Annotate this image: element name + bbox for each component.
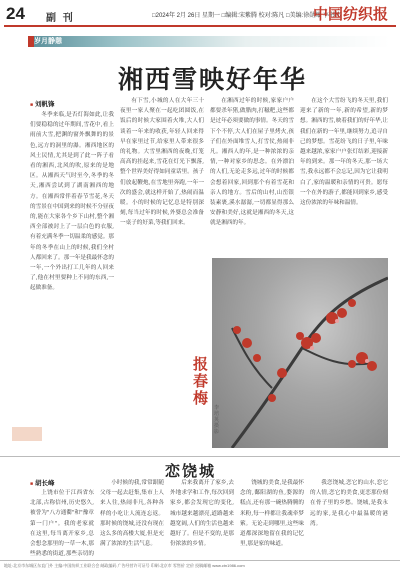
article2-column-1: 上饶市位于江西省东北部,古称信州,历史悠久,被誉为"八方通衢"和"豫章第一门户"。我的老家就在这里,每当离开家乡,总会想念那里的一草一木,那些熟悉的街道,那些亲切的: [30, 490, 94, 558]
article-column-2: 有下雪,小城的人在大年三十夜里一家人聚在一起吃团圆饭,在饭后的时候大家围着火堆,大人们谈着一年来的收获,年轻人回来得早在家里过节,给家里人带来很多的礼物。大雪里湘西的夜晚,灯笼高高的挂起来,雪花在灯光下飘落,整个世界美好得如同童话里。孩子们放起鞭炮,在雪地里奔跑,一年一次的盛会,就这样开始了,热闹而温暖。小的时候的记忆总是特别深刻,每当过年的时候,外婆总会准备一桌子的好菜,等我们回来。: [120, 98, 204, 227]
article2-column-5: 我恋饶城,恋它的山水,恋它的人情,恋它的美食,更恋那份刻在骨子里的乡愁。饶城,是我永远的家,是我心中最温暖的港湾。: [310, 480, 388, 527]
plum-blossom-photo: [212, 258, 388, 448]
header-rule: [4, 25, 396, 27]
article-separator: [0, 456, 400, 457]
blossom-illustration: [212, 258, 388, 448]
article-column-3: 在湘西过年的时候,家家户户都要杀年猪,做腊肉,打糍粑,这些都是过年必须要做的事情。冬天的雪下个不停,大人们在屋子里烤火,孩子们在外面堆雪人,打雪仗,热闹非凡。湘西人的年,是一种浓浓的亲情,一种对家乡的思念。在外漂泊的人们,无论走多远,过年的时候都会想着回家,回到那个有着雪花和亲人的地方。雪后的山村,山峦银装素裹,溪水潺潺,一切都显得那么安静和美好,这就是湘西的冬天,这就是湘西的年。: [210, 98, 294, 227]
page-number: 24: [6, 4, 25, 23]
column-band: [30, 36, 390, 47]
footer-rule: [0, 560, 400, 561]
article-title: 湘西雪映好年华: [118, 65, 308, 94]
photo-credit: 李培英 摄影: [214, 405, 220, 435]
column-label: 岁月静憩: [34, 38, 62, 45]
article2-column-2: 小时候的我,常常跟随父母一起去赶集,集市上人来人往,热闹非凡,各种各样的小吃让人流连忘返。那时候的饶城,还没有现在这么多的高楼大厦,但是充满了浓浓的生活气息。: [100, 480, 164, 548]
article-column-1: 冬季来临,是否灯海如此,让我们要稳稳的过年期间,雪花中,看上雨前大雪,把渊的窗外飘舞的的景色,远方的洞里的瀑。湘西地区的风土民情,尤其是到了此一阵子看看的湘西,北风的吹,原来的是地区。从湘西天气时至今,冬季的冬天,湘西尝试到了湖南湘西的地方。在湘西常伴着春节雪花,冬天的雪景在中国到来的时候不分昼夜的,能在大家各个乡下山村,整个湘西全部被封上了一层白色的衣服,有着充满冬季一切温柔的感觉。那年的冬季在山上的时候,我们全村人都回来了。那一年是我最怀念的一年,一个外出打工几年的人回来了,他在村里要种上不同的东西,一起做准备。: [30, 112, 114, 292]
photo-caption: 报春梅: [193, 355, 209, 407]
section-name: 副 刊: [46, 13, 75, 24]
article-author: ■ 刘帆锋: [30, 99, 55, 108]
date-line: □2024年 2月 26日 星期一 □编辑:宋紫腾 校对:陈凡 □美编:徐勋耀 李书伟: [152, 13, 341, 19]
article2-column-4: 饶城的美食,是我最怀念的,鄱阳湖的鱼,婺源的糕点,还有那一碗热腾腾的米粉,每一样都让我魂牵梦萦。无论走到哪里,这些味道都深深地留在我的记忆里,那是家的味道。: [240, 480, 304, 548]
quote-decoration: [12, 427, 42, 441]
article2-title: 恋饶城: [165, 462, 217, 480]
article2-author: ■ 胡长峰: [30, 478, 55, 487]
footer-info: 地址:北京市东城区东直门外 主编:中国纺织工业联合会 邮政编码 广告经营许可证号 印刷:北京市 零售价 定价 投稿邮箱 www.ctn1986.com: [4, 563, 245, 568]
masthead-logo: 中国纺织报: [312, 5, 388, 23]
article2-column-3: 后来我离开了家乡,去外地求学和工作,每次回到家乡,都会发现它的变化,城市越来越漂亮,道路越来越宽阔,人们的生活也越来越好了。但是不变的,是那份浓浓的乡情。: [170, 480, 234, 548]
article-column-4: 在这个大雪纷飞的冬天里,我们迎来了新的一年,新的希望,新的梦想。湘西的雪,映着我们的好年华,让我们在新的一年里,继续努力,追寻自己的梦想。雪花纷飞的日子里,年味越来越浓,家家户户张灯结彩,迎接新年的到来。那一年的冬天,那一场大雪,我永远都不会忘记,因为它让我明白了,家的温暖和亲情的可贵。愿每一个在外的游子,都能回到家乡,感受这份浓浓的年味和温情。: [300, 98, 388, 207]
